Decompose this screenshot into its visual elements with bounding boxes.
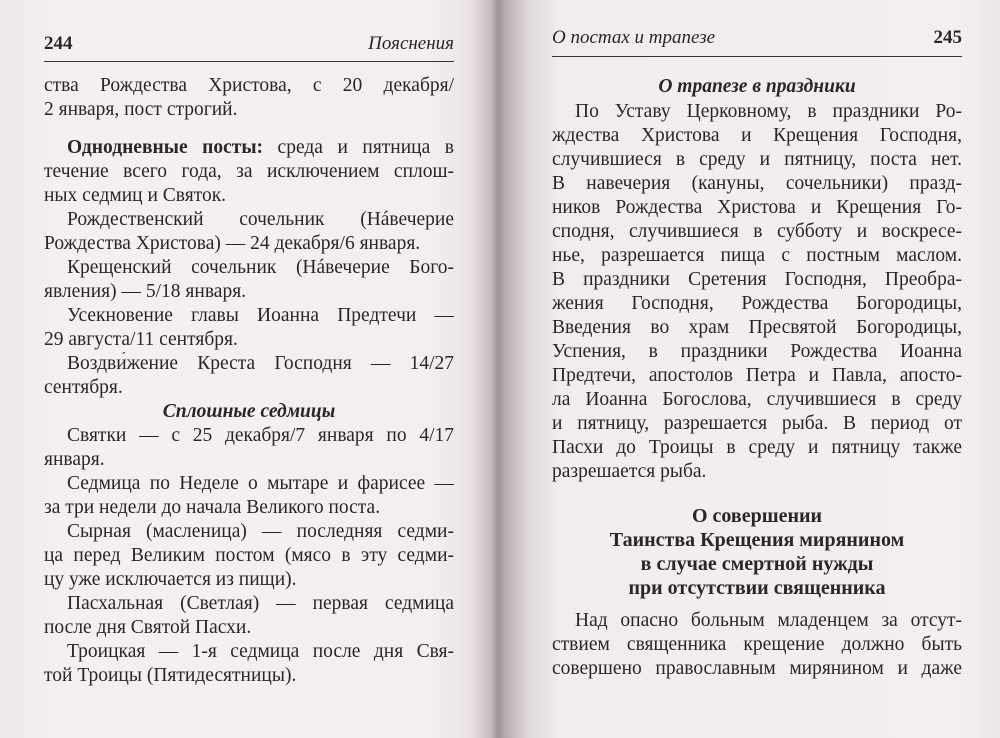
text-line <box>44 328 454 352</box>
text-line <box>44 256 454 280</box>
text-line <box>552 552 962 576</box>
text-line <box>44 592 454 616</box>
paragraph <box>44 592 454 640</box>
text-line <box>44 136 454 160</box>
text-line <box>44 424 454 448</box>
right-page-body <box>552 75 962 681</box>
text-line <box>552 244 962 268</box>
text-line <box>44 472 454 496</box>
line-text: Над опасно больным младенцем за отсут- <box>575 610 962 631</box>
text-line <box>44 304 454 328</box>
line-text: ников Рождества Христова и Крещения Го- <box>552 197 962 218</box>
section-heading <box>552 75 962 99</box>
text-line <box>552 657 962 681</box>
line-text: 29 августа/11 сентября. <box>44 329 238 350</box>
line-text: сентября. <box>44 377 123 398</box>
text-line <box>552 340 962 364</box>
line-text: течение всего года, за исключением сплош- <box>44 161 454 182</box>
text-line <box>44 74 454 98</box>
paragraph <box>44 136 454 208</box>
running-title: О постах и трапезе <box>552 27 716 48</box>
line-text: в случае смертной нужды <box>640 553 874 575</box>
line-text: случившиеся в среду и пятницу, поста нет. <box>552 149 962 170</box>
line-text: Седмица по Неделе о мытаре и фарисее — <box>67 473 454 494</box>
text-line <box>44 160 454 184</box>
line-text: и пятницу, разрешается рыба. В период от <box>552 413 962 434</box>
line-text: разрешается рыба. <box>552 461 707 482</box>
line-text: Предтечи, апостолов Петра и Павла, апосто- <box>552 365 962 386</box>
line-text: Пасхи до Троицы в среду и пятницу также <box>552 437 962 458</box>
text-line <box>552 268 962 292</box>
text-line <box>44 568 454 592</box>
text-line <box>552 504 962 528</box>
text-line <box>44 280 454 304</box>
line-text: января. <box>44 449 105 470</box>
text-line <box>552 576 962 600</box>
line-text: О совершении <box>691 505 823 527</box>
paragraph <box>44 520 454 592</box>
text-line <box>44 664 454 688</box>
line-text: Успения, в праздники Рождества Иоанна <box>552 341 962 362</box>
text-line <box>552 609 962 633</box>
text-line <box>44 544 454 568</box>
line-text: той Троицы (Пятидесятницы). <box>44 665 297 686</box>
line-text: Троицкая — 1-я седмица после дня Свя- <box>67 641 454 662</box>
text-line <box>44 352 454 376</box>
text-line <box>552 220 962 244</box>
paragraph <box>44 424 454 472</box>
page-number: 244 <box>44 33 73 54</box>
text-line <box>44 376 454 400</box>
line-text: при отсутствии священника <box>628 577 886 599</box>
line-text: за три недели до начала Великого поста. <box>44 497 381 518</box>
header-rule <box>552 56 962 57</box>
page-number: 245 <box>933 27 962 48</box>
line-text: В праздники Сретения Господня, Преобра- <box>552 269 962 290</box>
line-text: О трапезе в праздники <box>658 76 856 97</box>
running-title: Пояснения <box>368 33 454 54</box>
text-line <box>44 232 454 256</box>
text-line <box>552 388 962 412</box>
paragraph <box>552 609 962 681</box>
line-text: Пасхальная (Светлая) — первая седмица <box>67 593 454 614</box>
line-text: 2 января, пост строгий. <box>44 99 238 120</box>
line-text: Рождественский сочельник (Háвечерие <box>67 209 454 230</box>
text-line <box>552 172 962 196</box>
text-line <box>552 412 962 436</box>
line-text: Сырная (масленица) — последняя седми- <box>67 521 454 542</box>
paragraph <box>44 208 454 256</box>
text-line <box>44 496 454 520</box>
text-line <box>44 640 454 664</box>
line-text: ла Иоанна Богослова, случившиеся в среду <box>552 389 962 410</box>
text-line <box>552 124 962 148</box>
left-page-header <box>44 33 454 57</box>
line-text: сподня, случившиеся в субботу и воскресе- <box>552 221 962 242</box>
text-line <box>552 460 962 484</box>
line-text: цу уже исключается из пищи). <box>44 569 297 590</box>
text-line <box>552 292 962 316</box>
line-text: Введения во храм Пресвятой Богородицы, <box>552 317 962 338</box>
line-text: По Уставу Церковному, в праздники Ро- <box>575 101 962 122</box>
line-text: Сплошные седмицы <box>162 401 336 422</box>
text-line <box>552 148 962 172</box>
text-line <box>552 100 962 124</box>
text-line <box>552 633 962 657</box>
text-line <box>552 528 962 552</box>
text-line <box>44 448 454 472</box>
line-text: Усекновение главы Иоанна Предтечи — <box>67 305 454 326</box>
right-page-header <box>552 27 962 51</box>
line-text: нье, разрешается пища с постным маслом. <box>552 245 962 266</box>
line-text: совершено православным мирянином и даже <box>552 658 962 679</box>
text-line <box>552 436 962 460</box>
line-text: ждества Христова и Крещения Господня, <box>552 125 962 146</box>
text-line <box>44 400 454 424</box>
line-text: жения Господня, Рождества Богородицы, <box>552 293 962 314</box>
paragraph <box>44 304 454 352</box>
text-line <box>552 364 962 388</box>
line-text: ных седмиц и Святок. <box>44 185 227 206</box>
line-text: Таинства Крещения мирянином <box>609 529 905 551</box>
line-text: ства Рождества Христова, с 20 декабря/ <box>44 75 454 96</box>
line-text: среда и пятница в <box>263 137 454 158</box>
line-text: Воздви́жение Креста Господня — 14/27 <box>67 353 454 374</box>
text-line <box>44 184 454 208</box>
header-rule <box>44 61 454 62</box>
section-heading <box>552 504 962 600</box>
line-text: Святки — с 25 декабря/7 января по 4/17 <box>67 425 454 446</box>
line-text: Рождества Христова) — 24 декабря/6 января. <box>44 233 421 254</box>
paragraph <box>44 352 454 400</box>
paragraph <box>552 100 962 484</box>
paragraph <box>44 472 454 520</box>
paragraph <box>44 74 454 122</box>
line-text: ца перед Великим постом (мясо в эту седми- <box>44 545 454 566</box>
paragraph <box>44 640 454 688</box>
line-text: В навечерия (кануны, сочельники) празд- <box>552 173 962 194</box>
text-line <box>44 520 454 544</box>
bold-term: Однодневные посты: <box>67 137 264 158</box>
text-line <box>44 616 454 640</box>
text-line <box>552 196 962 220</box>
section-heading <box>44 400 454 424</box>
left-page-body <box>44 74 454 688</box>
line-text: после дня Святой Пасхи. <box>44 617 252 638</box>
text-line <box>44 98 454 122</box>
text-line <box>44 208 454 232</box>
line-text: ствием священника крещение должно быть <box>552 634 962 655</box>
text-line <box>552 316 962 340</box>
text-line <box>552 75 962 99</box>
line-text: Крещенский сочельник (Háвечерие Бого- <box>67 257 454 278</box>
paragraph <box>44 256 454 304</box>
line-text: явления) — 5/18 января. <box>44 281 247 302</box>
